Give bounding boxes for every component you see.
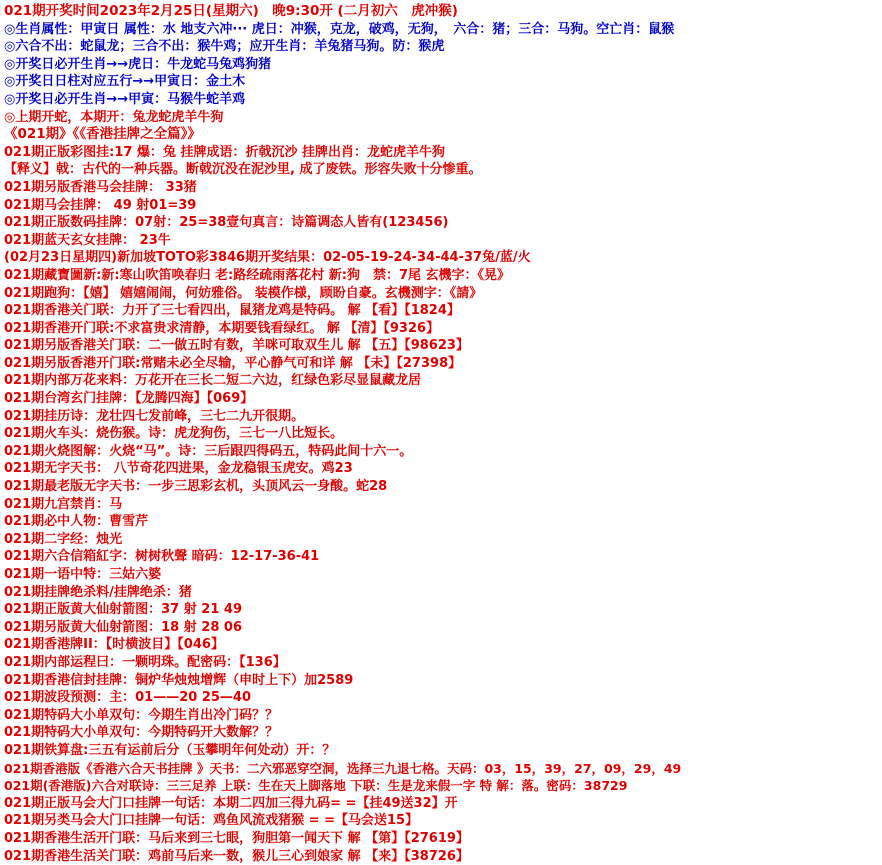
body-line: 021期内部运程曰：一颗明珠。配密码：【136】 bbox=[4, 654, 878, 672]
body-line: 021期香港信封挂牌：铜炉华烛烛增辉（申时上下）加2589 bbox=[4, 672, 878, 690]
body-line: 021期马会挂牌： 49 射01=39 bbox=[4, 197, 878, 215]
body-line: 【释义】戟：古代的一种兵器。断戟沉没在泥沙里, 成了废铁。形容失败十分惨重。 bbox=[4, 161, 878, 179]
body-line: 021期另版香港开门联:常赌未必全尽输，平心静气可和详 解 【未】【27398】 bbox=[4, 355, 878, 373]
body-line: 021期另版黄大仙射箭图：18 射 28 06 bbox=[4, 619, 878, 637]
body-line: 021期特码大小单双句：今期生肖出冷门码？？ bbox=[4, 707, 878, 725]
top-line: ◎开奖日必开生肖→→甲寅：马猴牛蛇羊鸡 bbox=[4, 91, 878, 109]
body-line: 021期二字经：烛光 bbox=[4, 531, 878, 549]
body-line: 021期正版马会大门口挂牌一句话：本期二四加三得九码= =【挂49送32】开 bbox=[4, 795, 878, 813]
body-line: 021期另类马会大门口挂牌一句话：鸡鱼风流戏猪猴 = =【马会送15】 bbox=[4, 812, 878, 830]
body-line: 021期挂历诗：龙壮四七发前峰，三七二九开很期。 bbox=[4, 408, 878, 426]
body-line: 021期铁算盘:三五有运前后分（玉攀明年何处动）开：？ bbox=[4, 742, 878, 760]
body-line: 021期火车头：烧伤猴。诗：虎龙狗伤，三七一八比短长。 bbox=[4, 425, 878, 443]
top-line: ◎上期开蛇，本期开：兔龙蛇虎羊牛狗 bbox=[4, 109, 878, 127]
body-line: 021期另版香港马会挂牌： 33猪 bbox=[4, 179, 878, 197]
body-line: 021期内部万花来料：万花开在三长二短二六边，红绿色彩尽显鼠藏龙居 bbox=[4, 372, 878, 390]
body-line: 021期(香港版)六合对联诗：三三足养 上联：生在天上脚落地 下联：生是龙来假一字 特 解：落。密码：38729 bbox=[4, 777, 878, 795]
body-line: 021期正版彩图挂:17 爆：兔 挂牌成语：折戟沉沙 挂牌出肖：龙蛇虎羊牛狗 bbox=[4, 144, 878, 162]
body-line: 021期六合信箱紅字：树树秋聲 暗码：12-17-36-41 bbox=[4, 548, 878, 566]
body-line: 021期火烧图解：火烧“马”。诗：三后跟四得码五，特码此间十六一。 bbox=[4, 443, 878, 461]
body-line: 021期香港版《香港六合天书挂牌 》天书：二六邪恶穿空洞，选择三九退七格。天码：03，15，39，27，09，29，49 bbox=[4, 760, 878, 778]
top-line: ◎六合不出：蛇鼠龙；三合不出：猴牛鸡；应开生肖：羊兔猪马狗。防：猴虎 bbox=[4, 38, 878, 56]
top-attribute-block bbox=[4, 21, 878, 127]
section-title: 《021期》《《香港挂牌之全篇》》 bbox=[4, 126, 878, 144]
body-line: (02月23日星期四)新加坡TOTO彩3846期开奖结果：02-05-19-24-34-44-37兔/蓝/火 bbox=[4, 249, 878, 267]
page-title: 021期开奖时间2023年2月25日(星期六) 晚9:30开 (二月初六 虎冲猴) bbox=[4, 3, 878, 21]
body-line: 021期香港开门联:不求富贵求清静，本期要钱看绿红。 解 【清】【9326】 bbox=[4, 320, 878, 338]
body-line: 021期特码大小单双句：今期特码开大数解？？ bbox=[4, 724, 878, 742]
body-line: 021期香港生活关门联：鸡前马后来一数，猴儿三心到娘家 解 【来】【38726】 bbox=[4, 848, 878, 865]
body-line: 021期一语中特：三姑六婆 bbox=[4, 566, 878, 584]
body-line: 021期九宫禁肖：马 bbox=[4, 496, 878, 514]
body-line: 021期跑狗：【嬉】 嬉嬉闹闹，何妨雅俗。 装模作様，顾盼自豪。玄機测字：《請》 bbox=[4, 285, 878, 303]
body-line: 021期正版数码挂牌：07射：25=38壹句真言：诗篇调态人皆有(123456) bbox=[4, 214, 878, 232]
body-line: 021期正版黄大仙射箭图：37 射 21 49 bbox=[4, 601, 878, 619]
body-line: 021期蓝天玄女挂牌： 23牛 bbox=[4, 232, 878, 250]
body-block bbox=[4, 144, 878, 865]
top-line: ◎生肖属性：甲寅日 属性：水 地支六冲··· 虎日：冲猴，克龙，破鸡，无狗， 六合：猪；三合：马狗。空亡肖：鼠猴 bbox=[4, 21, 878, 39]
top-line: ◎开奖日日柱对应五行→→甲寅日：金土木 bbox=[4, 73, 878, 91]
body-line: 021期藏寶圖新:新:寒山吹笛唤春归 老:路经疏雨落花村 新:狗 禁：7尾 玄機字：《晃》 bbox=[4, 267, 878, 285]
body-line: 021期另版香港关门联：二一做五时有数，羊咪可取双生儿 解 【五】【98623】 bbox=[4, 337, 878, 355]
body-line: 021期挂牌绝杀料/挂牌绝杀：猪 bbox=[4, 584, 878, 602]
body-line: 021期波段预测：主：01——20 25—40 bbox=[4, 689, 878, 707]
body-line: 021期香港生活开门联：马后来到三七眼，狗胆第一闻天下 解 【第】【27619】 bbox=[4, 830, 878, 848]
body-line: 021期必中人物：曹雪芹 bbox=[4, 513, 878, 531]
body-line: 021期香港关门联：力开了三七看四出，鼠猪龙鸡是特码。 解 【看】【1824】 bbox=[4, 302, 878, 320]
body-line: 021期香港牌II：【时横波目】【046】 bbox=[4, 636, 878, 654]
body-line: 021期最老版无字天书：一步三思彩玄机，头顶风云一身酸。蛇28 bbox=[4, 478, 878, 496]
top-line: ◎开奖日必开生肖→→虎日：牛龙蛇马兔鸡狗猪 bbox=[4, 56, 878, 74]
body-line: 021期无字天书： 八节奇花四进果，金龙稳银玉虎安。鸡23 bbox=[4, 460, 878, 478]
body-line: 021期台湾玄门挂牌：【龙腾四海】【069】 bbox=[4, 390, 878, 408]
